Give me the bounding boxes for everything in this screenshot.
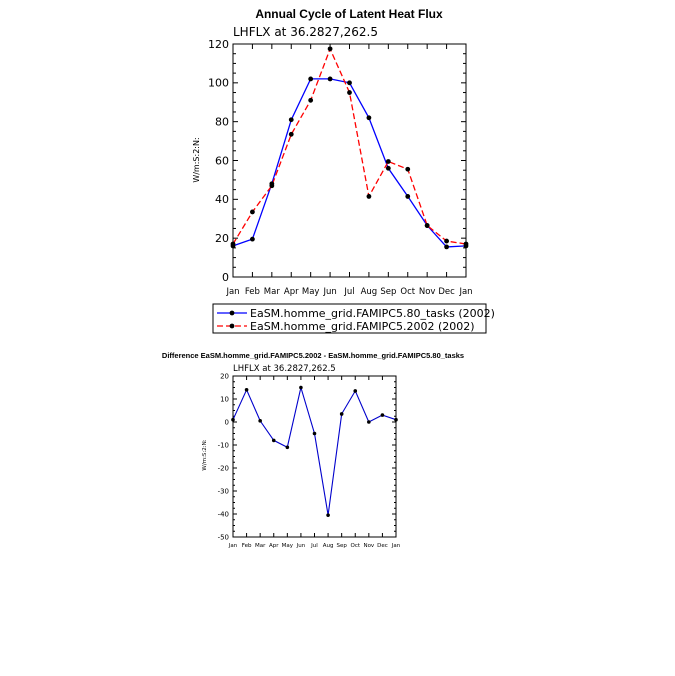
x-tick-label: Jun xyxy=(296,543,306,549)
y-tick-label: 20 xyxy=(220,372,229,381)
y-tick-label: -20 xyxy=(217,464,229,473)
chart2-tick-labels xyxy=(218,372,401,549)
x-tick-label: Jan xyxy=(228,543,238,549)
plot-frame xyxy=(233,44,466,277)
chart1-subtitle: LHFLX at 36.2827,262.5 xyxy=(233,25,378,39)
x-tick-label: Mar xyxy=(254,543,266,549)
series-1-point xyxy=(353,389,357,393)
x-tick-label: May xyxy=(301,287,320,297)
y-tick-label: -30 xyxy=(217,487,229,496)
series-line-1 xyxy=(233,79,466,247)
y-tick-label: -50 xyxy=(217,533,229,542)
x-tick-label: Jan xyxy=(459,287,473,297)
series-1-point xyxy=(258,419,262,423)
difference-chart xyxy=(162,351,464,549)
series-1-point xyxy=(444,245,449,250)
chart2-title: Difference EaSM.homme_grid.FAMIPC5.2002 - EaSM.homme_grid.FAMIPC5.80_tasks xyxy=(161,351,465,360)
y-tick-label: 60 xyxy=(215,154,229,168)
legend-marker-1 xyxy=(230,311,235,316)
chart2-ylabel: W/m:S:2:N: xyxy=(202,439,208,471)
chart2-subtitle: LHFLX at 36.2827,262.5 xyxy=(233,364,336,374)
x-tick-label: Mar xyxy=(263,287,280,297)
series-2-point xyxy=(250,210,255,215)
x-tick-label: Sep xyxy=(336,543,347,549)
x-tick-label: Jan xyxy=(226,287,240,297)
series-1-point xyxy=(272,439,276,443)
chart1-series xyxy=(231,46,469,249)
legend-label-2: EaSM.homme_grid.FAMIPC5.2002 (2002) xyxy=(250,320,475,333)
series-2-point xyxy=(367,194,372,199)
series-1-point xyxy=(394,418,398,422)
x-tick-label: Apr xyxy=(268,543,279,549)
x-tick-label: Nov xyxy=(363,543,375,549)
chart1-title: Annual Cycle of Latent Heat Flux xyxy=(255,7,443,21)
x-tick-label: Apr xyxy=(283,287,299,297)
series-1-point xyxy=(405,194,410,199)
x-tick-label: Jun xyxy=(323,287,337,297)
chart1-legend xyxy=(213,304,495,333)
series-2-point xyxy=(269,183,274,188)
series-2-point xyxy=(308,98,313,103)
x-tick-label: Feb xyxy=(241,543,252,549)
x-tick-label: Nov xyxy=(418,287,436,297)
y-tick-label: -10 xyxy=(217,441,229,450)
y-tick-label: 0 xyxy=(224,418,229,427)
y-tick-label: 120 xyxy=(208,37,229,51)
series-1-point xyxy=(347,80,352,85)
y-tick-label: 10 xyxy=(220,395,229,404)
x-tick-label: May xyxy=(281,543,294,549)
series-1-point xyxy=(367,115,372,120)
series-2-point xyxy=(405,167,410,172)
series-1-point xyxy=(326,513,330,517)
series-2-point xyxy=(347,90,352,95)
x-tick-label: Feb xyxy=(244,287,260,297)
series-1-point xyxy=(299,386,303,390)
series-2-point xyxy=(328,46,333,51)
series-1-point xyxy=(245,388,249,392)
series-line-1 xyxy=(233,388,396,516)
series-1-point xyxy=(250,237,255,242)
latent-heat-annual-cycle-chart xyxy=(192,7,495,333)
y-tick-label: 80 xyxy=(215,115,229,129)
x-tick-label: Aug xyxy=(322,543,334,549)
x-tick-label: Oct xyxy=(400,287,416,297)
chart2-series xyxy=(231,386,398,517)
series-2-point xyxy=(425,223,430,228)
series-1-point xyxy=(289,117,294,122)
chart1-ylabel: W/m:S:2:N: xyxy=(192,137,201,183)
chart2-axes xyxy=(233,376,396,537)
series-1-point xyxy=(328,77,333,82)
series-1-point xyxy=(308,77,313,82)
series-1-point xyxy=(386,166,391,171)
y-tick-label: 100 xyxy=(208,76,229,90)
series-1-point xyxy=(381,413,385,417)
series-1-point xyxy=(367,420,371,424)
x-tick-label: Dec xyxy=(438,287,455,297)
series-2-point xyxy=(231,242,236,247)
x-tick-label: Dec xyxy=(377,543,388,549)
y-tick-label: 0 xyxy=(222,270,229,284)
series-1-point xyxy=(231,418,235,422)
series-2-point xyxy=(386,159,391,164)
x-tick-label: Aug xyxy=(360,287,378,297)
y-tick-label: 20 xyxy=(215,232,229,246)
series-1-point xyxy=(340,412,344,416)
x-tick-label: Jul xyxy=(311,543,318,549)
legend-marker-2 xyxy=(230,324,235,329)
legend-label-1: EaSM.homme_grid.FAMIPC5.80_tasks (2002) xyxy=(250,307,495,320)
chart1-axes xyxy=(233,44,466,277)
x-tick-label: Jan xyxy=(391,543,401,549)
y-tick-label: -40 xyxy=(217,510,229,519)
series-1-point xyxy=(286,446,290,450)
plot-frame xyxy=(233,376,396,537)
series-line-2 xyxy=(233,49,466,244)
chart1-tick-labels xyxy=(208,38,473,297)
series-2-point xyxy=(289,132,294,137)
x-tick-label: Sep xyxy=(380,287,397,297)
series-2-point xyxy=(444,239,449,244)
x-tick-label: Jul xyxy=(344,287,355,297)
x-tick-label: Oct xyxy=(350,543,361,549)
series-2-point xyxy=(464,242,469,247)
y-tick-label: 40 xyxy=(215,193,229,207)
series-1-point xyxy=(313,432,317,436)
